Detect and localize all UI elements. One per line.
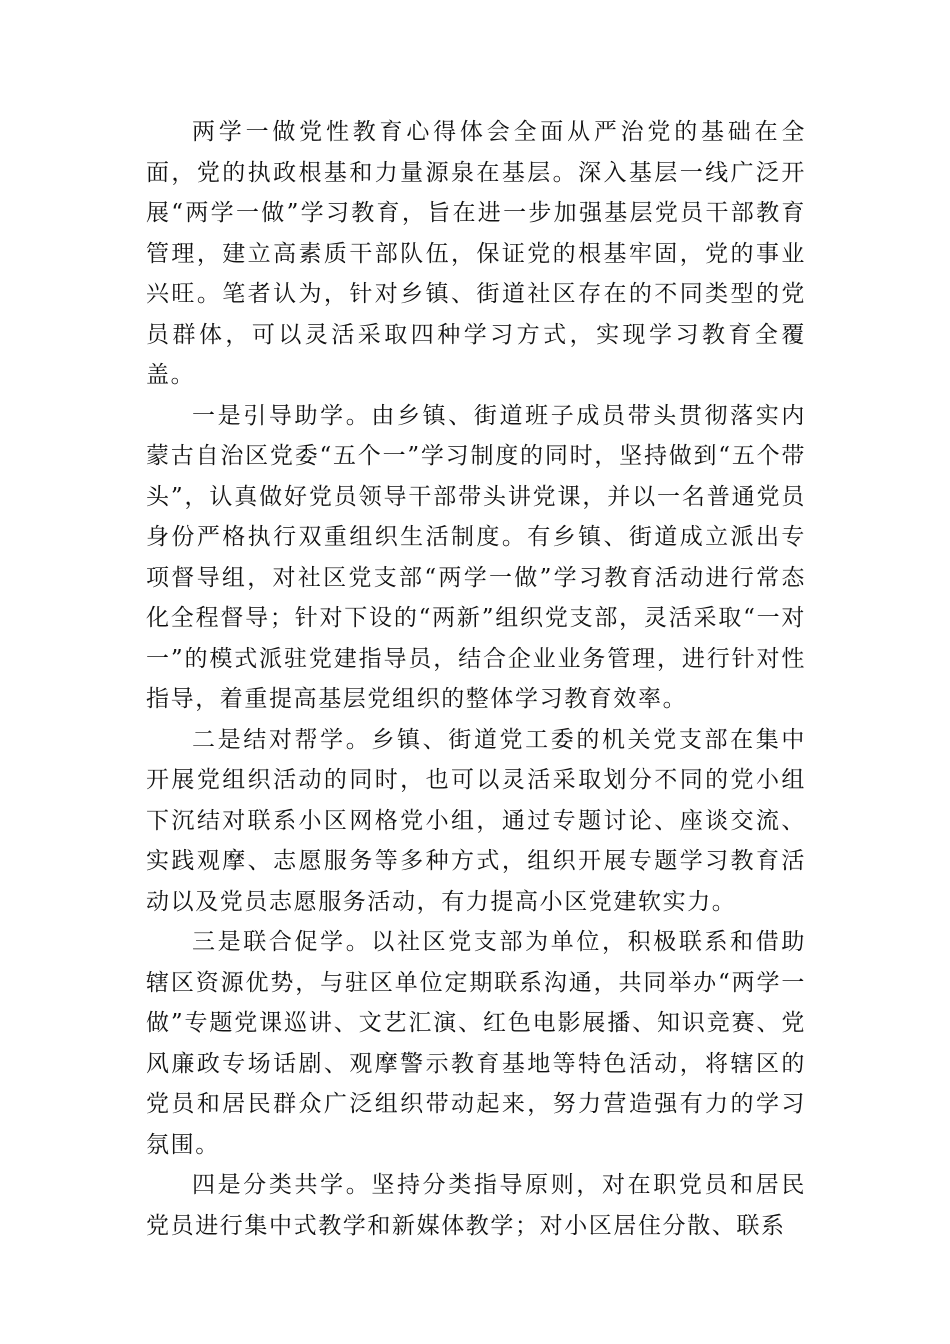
paragraph-joint-learning: 三是联合促学。以社区党支部为单位，积极联系和借助辖区资源优势，与驻区单位定期联系沟通，共同举办“两学一做”专题党课巡讲、文艺汇演、红色电影展播、知识竞赛、党风廉政专场话剧、观摩警示教育基地等特色活动，将辖区的党员和居民群众广泛组织带动起来，努力营造强有力的学习氛围。 [146, 929, 806, 1158]
article-body [146, 112, 806, 1246]
paragraph-paired-learning: 二是结对帮学。乡镇、街道党工委的机关党支部在集中开展党组织活动的同时，也可以灵活采取划分不同的党小组下沉结对联系小区网格党小组，通过专题讨论、座谈交流、实践观摩、志愿服务等多种方式，组织开展专题学习教育活动以及党员志愿服务活动，有力提高小区党建软实力。 [146, 726, 806, 915]
paragraph-guided-learning: 一是引导助学。由乡镇、街道班子成员带头贯彻落实内蒙古自治区党委“五个一”学习制度的同时，坚持做到“五个带头”，认真做好党员领导干部带头讲党课，并以一名普通党员身份严格执行双重组织生活制度。有乡镇、街道成立派出专项督导组，对社区党支部“两学一做”学习教育活动进行常态化全程督导；针对下设的“两新”组织党支部，灵活采取“一对一”的模式派驻党建指导员，结合企业业务管理，进行针对性指导，着重提高基层党组织的整体学习教育效率。 [146, 402, 806, 712]
paragraph-category-learning: 四是分类共学。坚持分类指导原则，对在职党员和居民党员进行集中式教学和新媒体教学；对小区居住分散、联系 [146, 1172, 806, 1239]
paragraph-intro: 两学一做党性教育心得体会全面从严治党的基础在全面，党的执政根基和力量源泉在基层。深入基层一线广泛开展“两学一做”学习教育，旨在进一步加强基层党员干部教育管理，建立高素质干部队伍，保证党的根基牢固，党的事业兴旺。笔者认为，针对乡镇、街道社区存在的不同类型的党员群体，可以灵活采取四种学习方式，实现学习教育全覆盖。 [146, 119, 806, 388]
